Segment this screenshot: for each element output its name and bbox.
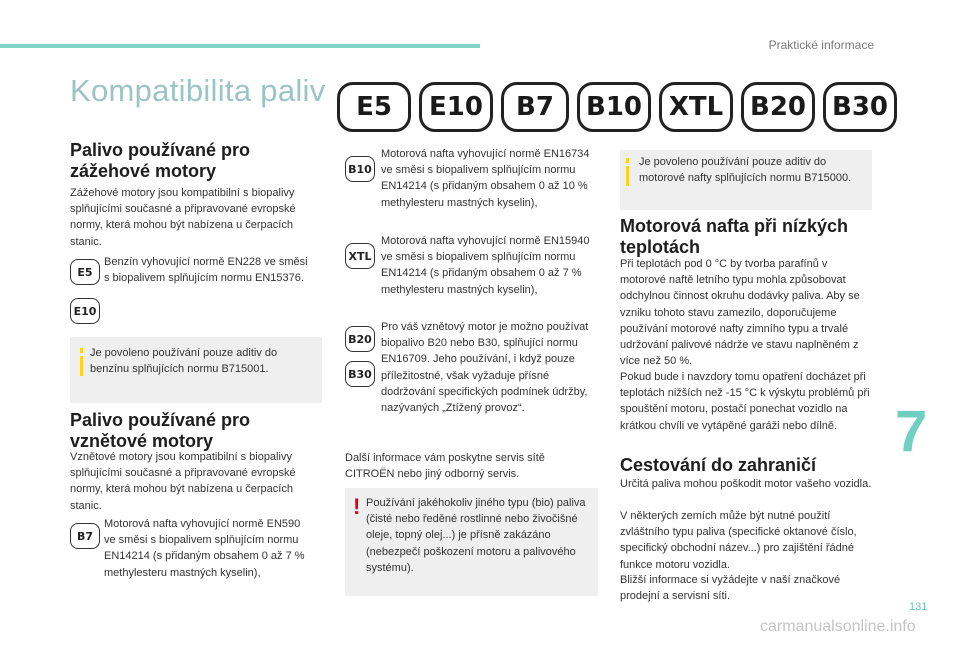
petrol-desc: Benzín vyhovující normě EN228 ve směsi s biopalivem splňujícím normu EN15376.	[104, 256, 308, 285]
abroad-heading: Cestování do zahraničí	[620, 455, 817, 475]
badge-b10-icon: B10	[577, 82, 651, 132]
badge-b30-icon: B30	[823, 82, 897, 132]
info-dot-icon	[80, 348, 83, 353]
b10-desc: Motorová nafta vyhovující normě EN16734 ve směsi s biopalivem splňujícím normu EN14214 (s přidaným obsahem 0 až 10 % methylesteru mastných kyselin),	[381, 148, 590, 209]
petrol-info-text: Je povoleno používání pouze aditiv do benzínu splňujících normu B715001.	[90, 347, 278, 376]
badge-xtl-icon: XTL	[659, 82, 733, 132]
small-badge-b30-icon: B30	[345, 361, 375, 387]
abroad-text-2: V některých zemích může být nutné použití zvláštního typu paliva (specifické oktanové číslo, specifický obchodní název...) pro zajištění řádné funkce motoru vozidla.	[620, 510, 857, 571]
b20-desc: Pro váš vznětový motor je možno používat biopalivo B20 nebo B30, splňující normu EN16709. Jeho používání, i když pouze příležitostné, však vyžaduje přísné dodržování specifických podmínek údržby, nazývaných „Ztížený provoz“.	[381, 321, 589, 415]
abroad-text-3: Bližší informace si vyžádejte v naší značkové prodejní a servisní síti.	[620, 574, 841, 603]
low-temp-text-2: Pokud bude i navzdory tomu opatření docházet při teplotách nižších než -15 °C k výskytu problémů při spouštění motoru, postačí ponechat vozidlo na krátkou chvíli ve vytápěné garáži nebo dílně.	[620, 371, 870, 432]
info-dot-icon	[626, 158, 629, 163]
petrol-heading: Palivo používané pro zážehové motory	[70, 140, 251, 181]
small-badge-e5-icon: E5	[70, 259, 100, 285]
service-text: Další informace vám poskytne servis sítě CITROËN nebo jiný odborný servis.	[345, 452, 545, 481]
chapter-number: 7	[895, 399, 928, 464]
info-bar-icon	[626, 166, 629, 186]
warning-exclamation-icon: !	[353, 494, 361, 519]
badge-b7-icon: B7	[501, 82, 569, 132]
badge-e10-icon: E10	[419, 82, 493, 132]
low-temp-heading: Motorová nafta při nízkých teplotách	[620, 216, 849, 257]
abroad-text: Určitá paliva mohou poškodit motor vašeho vozidla.	[620, 478, 872, 490]
small-badge-e10-icon: E10	[70, 298, 100, 324]
badge-b20-icon: B20	[741, 82, 815, 132]
diesel-intro: Vznětové motory jsou kompatibilní s biopalivy splňujícími současné a připravované evropské normy, která mohou být nabízena u čerpacích stanic.	[70, 451, 296, 512]
small-badge-b10-icon: B10	[345, 156, 375, 182]
section-title: Praktické informace	[768, 38, 874, 52]
b7-desc: Motorová nafta vyhovující normě EN590 ve směsi s biopalivem splňujícím normu EN14214 (s přidaným obsahem 0 až 7 % methylesteru mastných kyselin),	[104, 518, 305, 579]
page-title: Kompatibilita paliv	[70, 73, 326, 108]
diesel-info-text: Je povoleno používání pouze aditiv do motorové nafty splňujících normu B715000.	[639, 156, 852, 185]
low-temp-text: Při teplotách pod 0 °C by tvorba parafínů v motorové naftě letního typu mohla způsobovat odchylnou činnost okruhu dodávky paliva. Aby se vzniku tohoto stavu zamezilo, doporučujeme používání motorové nafty zimního typu a trvalé udržování palivové nádrže ve stavu naplněném z více než 50 %.	[620, 258, 860, 368]
header-accent-bar	[0, 44, 480, 48]
small-badge-xtl-icon: XTL	[345, 243, 375, 269]
small-badge-b7-icon: B7	[70, 523, 100, 549]
warning-box	[345, 488, 598, 596]
watermark: carmanualsonline.info	[760, 618, 916, 635]
badge-e5-icon: E5	[337, 82, 411, 132]
diesel-info-box	[620, 150, 872, 210]
warning-text: Používání jakéhokoliv jiného typu (bio) paliva (čisté nebo ředěné rostlinné nebo živočišné oleje, topný olej...) je přísně zakázáno (nebezpečí poškození motoru a palivového systému).	[366, 497, 586, 574]
xtl-desc: Motorová nafta vyhovující normě EN15940 ve směsi s biopalivem splňujícím normu EN14214 (s přidaným obsahem 0 až 7 % methylesteru mastných kyselin),	[381, 235, 590, 296]
fuel-badge-row	[337, 82, 897, 132]
petrol-intro: Zážehové motory jsou kompatibilní s biopalivy splňujícími současné a připravované evropské normy, která mohou být nabízena u čerpacích stanic.	[70, 187, 296, 248]
small-badge-b20-icon: B20	[345, 326, 375, 352]
info-bar-icon	[80, 356, 83, 376]
diesel-heading: Palivo používané pro vznětové motory	[70, 410, 251, 451]
petrol-info-box	[70, 337, 322, 403]
page-number: 131	[909, 601, 928, 613]
